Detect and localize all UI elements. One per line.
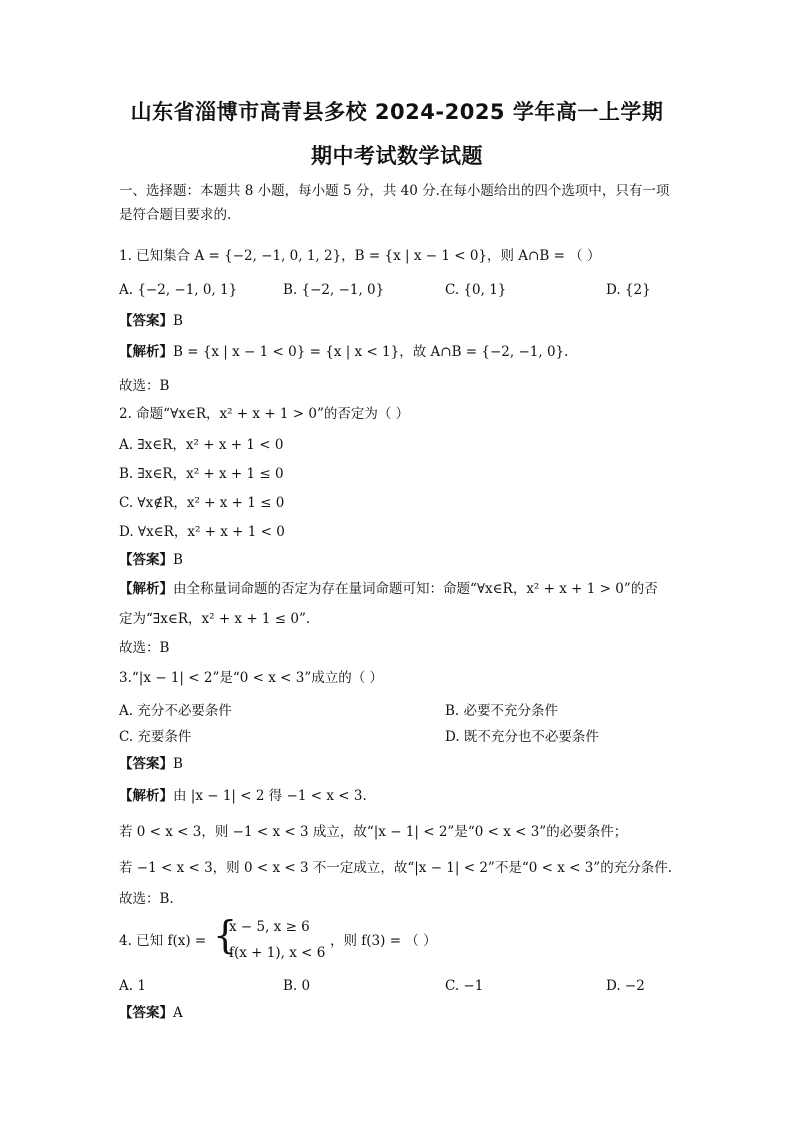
q4-case-1: x − 5, x ≥ 6	[229, 919, 310, 935]
title-line-1: 山东省淄博市高青县多校 2024-2025 学年高一上学期	[130, 100, 664, 124]
q4-option-a: A. 1	[119, 978, 146, 994]
q3-option-d: D. 既不充分也不必要条件	[445, 729, 599, 745]
q1-conclusion: 故选：B	[119, 378, 170, 394]
analysis-label: 【解析】	[119, 581, 173, 597]
q1-analysis	[119, 343, 568, 361]
analysis-label: 【解析】	[119, 344, 173, 360]
q2-option-c: C. ∀x∉R，x² + x + 1 ≤ 0	[119, 495, 285, 511]
q1-answer	[119, 312, 183, 330]
q3-option-b: B. 必要不充分条件	[445, 703, 559, 719]
q3-stem: 3.“|x − 1| < 2”是“0 < x < 3”成立的（ ）	[119, 670, 384, 686]
q2-option-d: D. ∀x∈R，x² + x + 1 < 0	[119, 524, 285, 540]
title-line-2: 期中考试数学试题	[311, 144, 483, 168]
q4-stem-prefix: 4. 已知 f(x) =	[119, 933, 207, 949]
answer-label: 【答案】	[119, 313, 173, 329]
q2-analysis	[119, 580, 658, 598]
q3-conclusion: 故选：B.	[119, 891, 174, 907]
q2-answer	[119, 551, 183, 569]
q3-option-c: C. 充要条件	[119, 729, 192, 745]
q3-answer	[119, 755, 183, 773]
section-intro-1: 一、选择题：本题共 8 小题，每小题 5 分，共 40 分.在每小题给出的四个选项中，只有一项	[119, 183, 670, 199]
q4-option-d: D. −2	[606, 978, 645, 994]
q4-option-b: B. 0	[283, 978, 311, 994]
q3-analysis-line-1: 若 0 < x < 3，则 −1 < x < 3 成立，故“|x − 1| < 2”是“0 < x < 3”的必要条件；	[119, 824, 628, 840]
q3-analysis-text: 由 |x − 1| < 2 得 −1 < x < 3.	[173, 788, 367, 804]
answer-label: 【答案】	[119, 1005, 173, 1021]
q2-stem: 2. 命题“∀x∈R，x² + x + 1 > 0”的否定为（ ）	[119, 406, 410, 422]
q2-option-a: A. ∃x∈R，x² + x + 1 < 0	[119, 437, 284, 453]
q2-analysis-text-2: 定为“∃x∈R，x² + x + 1 ≤ 0”.	[119, 611, 311, 627]
q2-analysis-text-1: 由全称量词命题的否定为存在量词命题可知：命题“∀x∈R，x² + x + 1 > 0”的否	[173, 581, 658, 597]
q2-option-b: B. ∃x∈R，x² + x + 1 ≤ 0	[119, 466, 284, 482]
q2-conclusion: 故选：B	[119, 640, 170, 656]
analysis-label: 【解析】	[119, 788, 173, 804]
section-intro-2: 是符合题目要求的.	[119, 207, 232, 223]
q1-stem: 1. 已知集合 A = {−2, −1, 0, 1, 2}，B = {x | x − 1 < 0}，则 A∩B = （ ）	[119, 248, 601, 264]
piecewise-brace-icon: {	[213, 913, 238, 957]
q1-option-c: C. {0, 1}	[445, 282, 507, 298]
q4-stem-suffix: ，则 f(3) = （ ）	[330, 933, 437, 949]
q1-analysis-text: B = {x | x − 1 < 0} = {x | x < 1}，故 A∩B = {−2, −1, 0}.	[173, 344, 569, 360]
q3-analysis	[119, 787, 367, 805]
q4-case-2: f(x + 1), x < 6	[229, 945, 326, 961]
q4-option-c: C. −1	[445, 978, 484, 994]
q2-answer-value: B	[173, 552, 183, 568]
q3-analysis-line-2: 若 −1 < x < 3，则 0 < x < 3 不一定成立，故“|x − 1| < 2”不是“0 < x < 3”的充分条件.	[119, 860, 672, 876]
q1-answer-value: B	[173, 313, 183, 329]
q4-answer-value: A	[173, 1005, 183, 1021]
q1-option-a: A. {−2, −1, 0, 1}	[119, 282, 238, 298]
q4-answer	[119, 1004, 183, 1022]
q3-option-a: A. 充分不必要条件	[119, 703, 232, 719]
q1-option-d: D. {2}	[606, 282, 651, 298]
q1-option-b: B. {−2, −1, 0}	[283, 282, 385, 298]
answer-label: 【答案】	[119, 552, 173, 568]
q3-answer-value: B	[173, 756, 183, 772]
answer-label: 【答案】	[119, 756, 173, 772]
